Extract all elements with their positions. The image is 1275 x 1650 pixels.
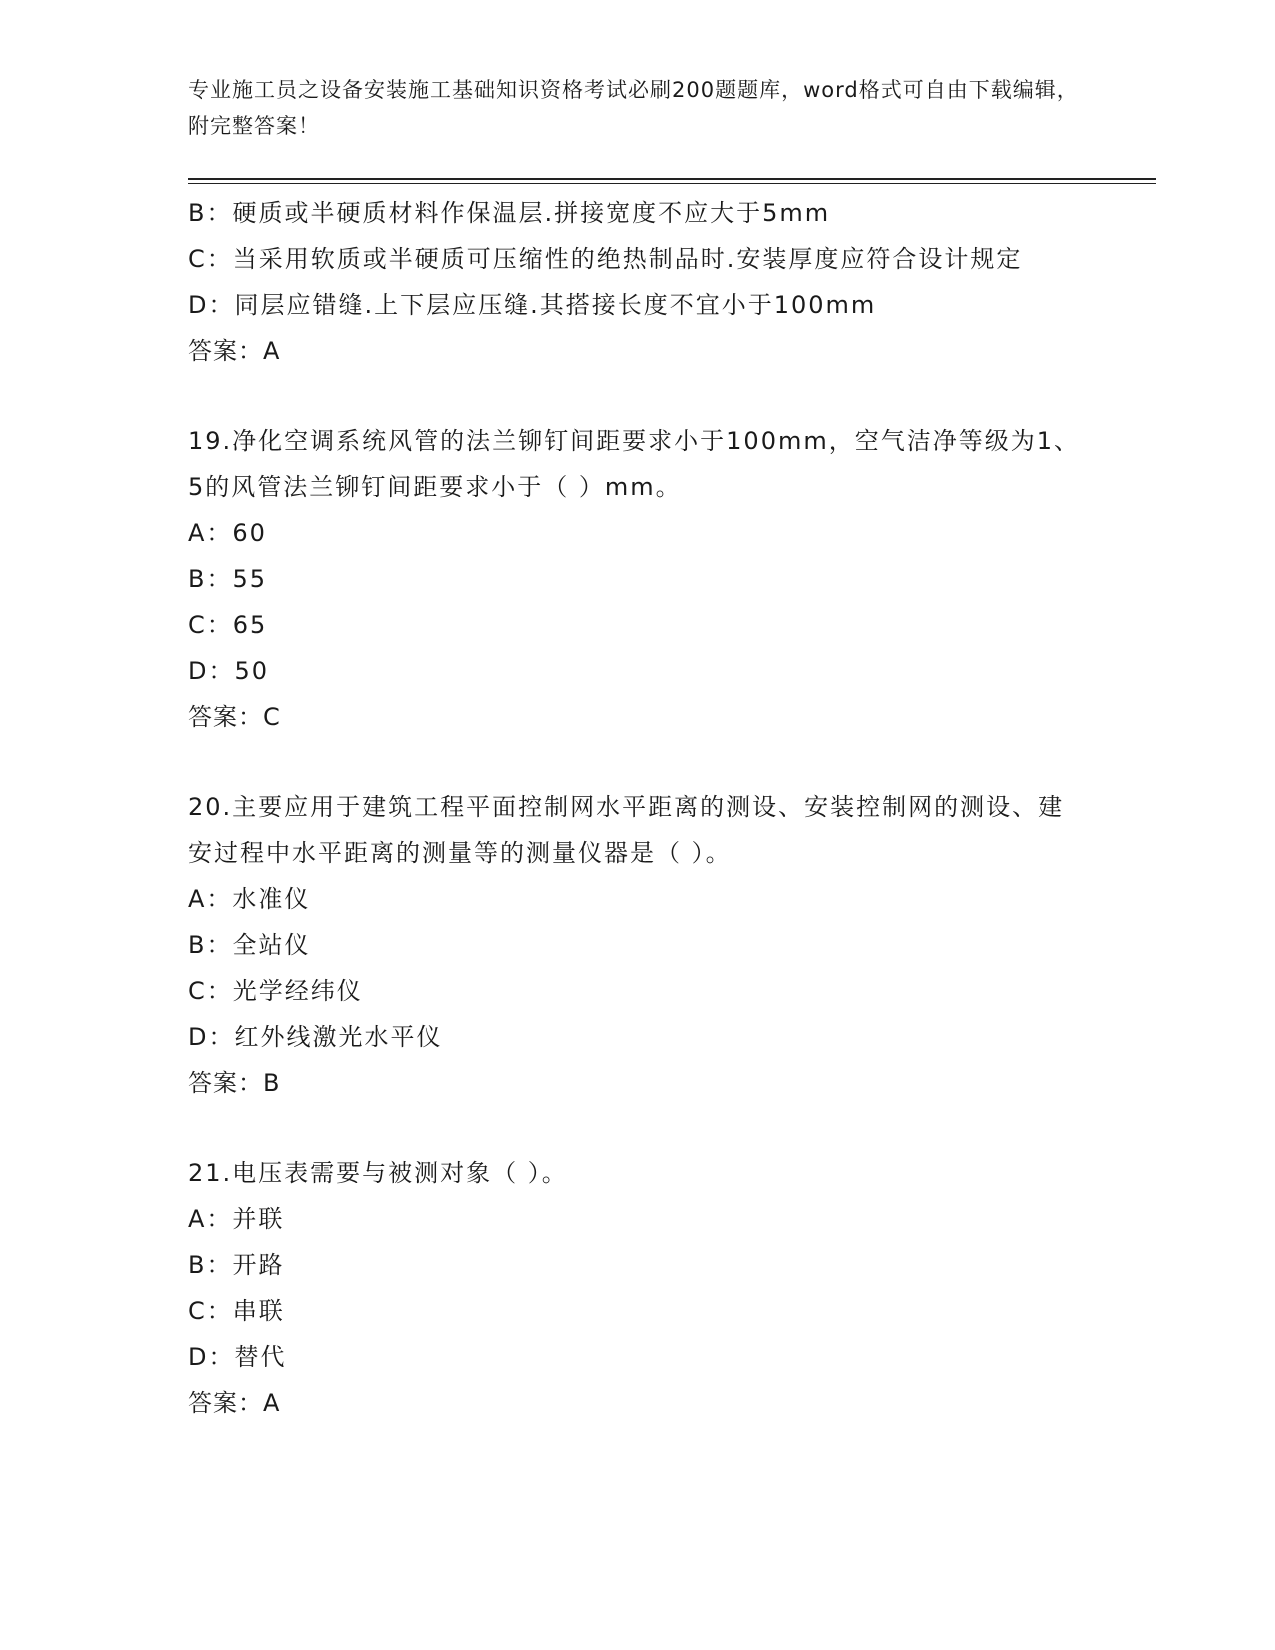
header-divider-thick — [188, 178, 1156, 180]
option-a: A：并联 — [188, 1205, 285, 1233]
question-stem: 19.净化空调系统风管的法兰铆钉间距要求小于100mm，空气洁净等级为1、5的风管法兰铆钉间距要求小于（ ）mm。 — [188, 427, 1081, 501]
question-stem: 21.电压表需要与被测对象（ ）。 — [188, 1159, 568, 1187]
spacer — [188, 1106, 1088, 1150]
option-d: D：同层应错缝.上下层应压缝.其搭接长度不宜小于100mm — [188, 291, 877, 319]
answer-line: 答案：A — [188, 1389, 281, 1417]
header-divider-thin — [188, 183, 1156, 184]
option-c: C：光学经纬仪 — [188, 977, 363, 1005]
option-b: B：硬质或半硬质材料作保温层.拼接宽度不应大于5mm — [188, 199, 831, 227]
option-d: D：替代 — [188, 1343, 287, 1371]
answer-line: 答案：C — [188, 703, 281, 731]
option-b: B：55 — [188, 565, 268, 593]
question-fragment — [188, 190, 1088, 374]
option-d: D：红外线激光水平仪 — [188, 1023, 443, 1051]
option-c: C：当采用软质或半硬质可压缩性的绝热制品时.安装厚度应符合设计规定 — [188, 245, 1023, 273]
option-c: C：65 — [188, 611, 268, 639]
option-b: B：开路 — [188, 1251, 285, 1279]
option-a: A：60 — [188, 519, 267, 547]
option-a: A：水准仪 — [188, 885, 311, 913]
question-content — [188, 190, 1088, 1426]
answer-line: 答案：B — [188, 1069, 281, 1097]
question-21 — [188, 1150, 1088, 1426]
question-20 — [188, 784, 1088, 1106]
question-stem: 20.主要应用于建筑工程平面控制网水平距离的测设、安装控制网的测设、建安过程中水平距离的测量等的测量仪器是（ ）。 — [188, 793, 1065, 867]
page-header-title: 专业施工员之设备安装施工基础知识资格考试必刷200题题库，word格式可自由下载编辑，附完整答案！ — [188, 78, 1079, 138]
question-19 — [188, 418, 1088, 740]
spacer — [188, 740, 1088, 784]
answer-line: 答案：A — [188, 337, 281, 365]
option-b: B：全站仪 — [188, 931, 311, 959]
option-d: D：50 — [188, 657, 270, 685]
option-c: C：串联 — [188, 1297, 285, 1325]
spacer — [188, 374, 1088, 418]
